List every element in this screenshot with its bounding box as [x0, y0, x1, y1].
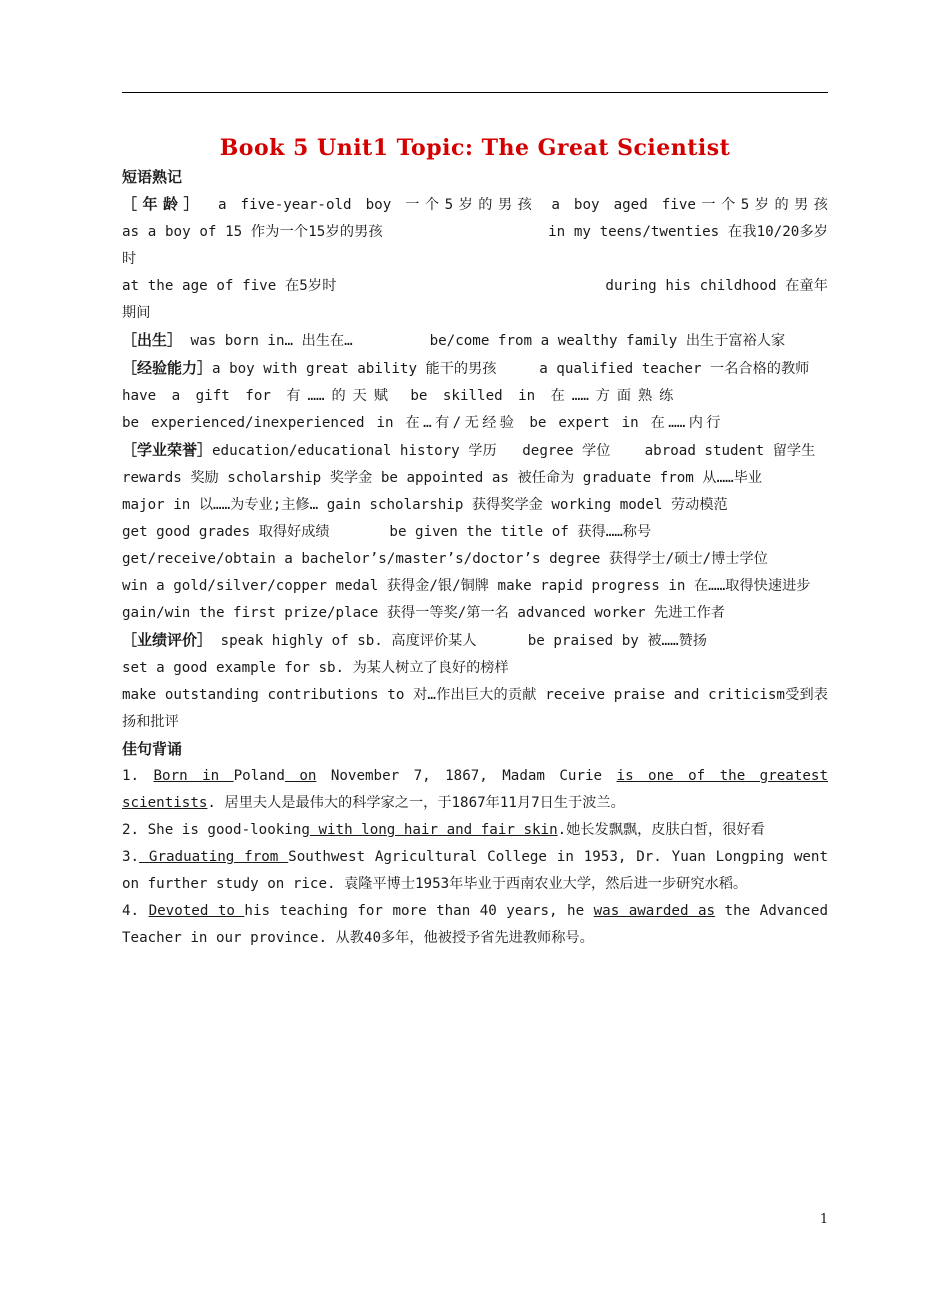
phrase-line-ability-3: [122, 410, 828, 437]
category-tag-ability: ［经验能力］: [122, 359, 213, 377]
phrase-line-honor-4: [122, 519, 828, 546]
section-heading-sentences: 佳句背诵: [122, 740, 183, 758]
sentence-text: Poland: [233, 768, 285, 784]
page-number: 1: [819, 1212, 829, 1227]
phrase-line-birth: [122, 327, 828, 355]
phrase: be skilled in 在……方面熟练: [410, 388, 681, 404]
phrase-line-honor-6: win a gold/silver/copper medal 获得金/银/铜牌 make rapid progress in 在……取得快速进步: [122, 578, 811, 594]
phrase: be expert in 在……内行: [529, 415, 724, 431]
phrase-line-age-1: [122, 191, 828, 219]
phrase-line-honor-2: rewards 奖励 scholarship 奖学金 be appointed as 被任命为 graduate from 从……毕业: [122, 470, 763, 486]
sentence-text: November 7, 1867, Madam Curie: [316, 768, 617, 784]
phrase: was born in… 出生在…: [182, 333, 353, 349]
sentence-number: 1.: [122, 768, 154, 784]
phrase-line-age-3: [122, 273, 828, 327]
underlined-phrase: was awarded as: [593, 903, 716, 919]
sentence-1: [122, 763, 828, 817]
phrase: a five-year-old boy 一个5岁的男孩: [203, 197, 538, 213]
category-tag-age: ［年龄］: [122, 195, 204, 213]
phrase-line-eval-3: make outstanding contributions to 对…作出巨大的贡献 receive praise and criticism受到表扬和批评: [122, 687, 828, 730]
category-tag-eval: ［业绩评价］: [122, 631, 213, 649]
phrase-line-honor-1: [122, 437, 828, 465]
underlined-phrase: on: [284, 768, 317, 784]
sentence-3: [122, 844, 828, 898]
sentence-text: . 居里夫人是最伟大的科学家之一，于1867年11月7日生于波兰。: [207, 795, 625, 811]
sentence-2: [122, 817, 828, 844]
underlined-phrase: with long hair and fair skin: [309, 822, 558, 838]
document-body: [122, 132, 828, 952]
underlined-phrase: Devoted to: [148, 903, 245, 919]
phrase: as a boy of 15 作为一个15岁的男孩: [122, 224, 383, 240]
sentence-number: 4.: [122, 903, 149, 919]
phrase: degree 学位: [522, 443, 611, 459]
category-tag-honor: ［学业荣誉］: [122, 441, 213, 459]
sentence-text: She is good-looking: [147, 822, 310, 838]
document-title: Book 5 Unit1 Topic: The Great Scientist: [219, 135, 731, 161]
sentence-number: 2.: [122, 822, 148, 838]
phrase: speak highly of sb. 高度评价某人: [212, 633, 477, 649]
phrase: education/educational history 学历: [212, 443, 497, 459]
phrase: abroad student 留学生: [644, 443, 816, 459]
phrase-line-ability-1: [122, 355, 828, 383]
sentence-text: Southwest Agricultural College in 1953, Dr. Yuan Longping went on further study on rice. 袁隆平博士1953年毕业于西南农业大学，然后进一步研究水稻。: [122, 849, 828, 892]
category-tag-birth: ［出生］: [122, 331, 183, 349]
phrase: a boy with great ability 能干的男孩: [212, 361, 497, 377]
sentence-text: .她长发飘飘，皮肤白皙，很好看: [557, 822, 765, 838]
sentence-text: his teaching for more than 40 years, he: [244, 903, 594, 919]
phrase: be experienced/inexperienced in 在…有/无经验: [122, 415, 518, 431]
underlined-phrase: Graduating from: [139, 849, 289, 865]
phrase: get good grades 取得好成绩: [122, 524, 330, 540]
sentence-4: [122, 898, 828, 952]
header-rule: [122, 92, 828, 93]
phrase: have a gift for 有……的天赋: [122, 388, 395, 404]
phrase: a qualified teacher 一名合格的教师: [539, 361, 810, 377]
sentence-text: the Advanced Teacher in our province. 从教40多年，他被授予省先进教师称号。: [122, 903, 828, 946]
phrase-line-eval-1: [122, 627, 828, 655]
phrase-line-ability-2: [122, 383, 828, 410]
underlined-phrase: is one of the greatest scientists: [122, 768, 829, 811]
phrase: be/come from a wealthy family 出生于富裕人家: [429, 333, 786, 349]
phrase: be praised by 被……赞扬: [527, 633, 707, 649]
sentence-number: 3.: [122, 849, 140, 865]
phrase-line-honor-5: get/receive/obtain a bachelor’s/master’s/doctor’s degree 获得学士/硕士/博士学位: [122, 551, 768, 567]
phrase: be given the title of 获得……称号: [389, 524, 652, 540]
phrase-line-honor-7: gain/win the first prize/place 获得一等奖/第一名 advanced worker 先进工作者: [122, 605, 725, 621]
phrase: at the age of five 在5岁时: [122, 278, 337, 294]
phrase: during his childhood 在童年期间: [122, 278, 828, 321]
phrase: a boy aged five一个5岁的男孩: [551, 197, 828, 213]
section-heading-phrases: 短语熟记: [122, 168, 183, 186]
phrase-line-eval-2: set a good example for sb. 为某人树立了良好的榜样: [122, 660, 509, 676]
phrase-line-age-2: [122, 219, 828, 273]
underlined-phrase: Born in: [153, 768, 234, 784]
phrase-line-honor-3: major in 以……为专业;主修… gain scholarship 获得奖学金 working model 劳动模范: [122, 497, 728, 513]
phrase: in my teens/twenties 在我10/20多岁时: [122, 224, 828, 267]
